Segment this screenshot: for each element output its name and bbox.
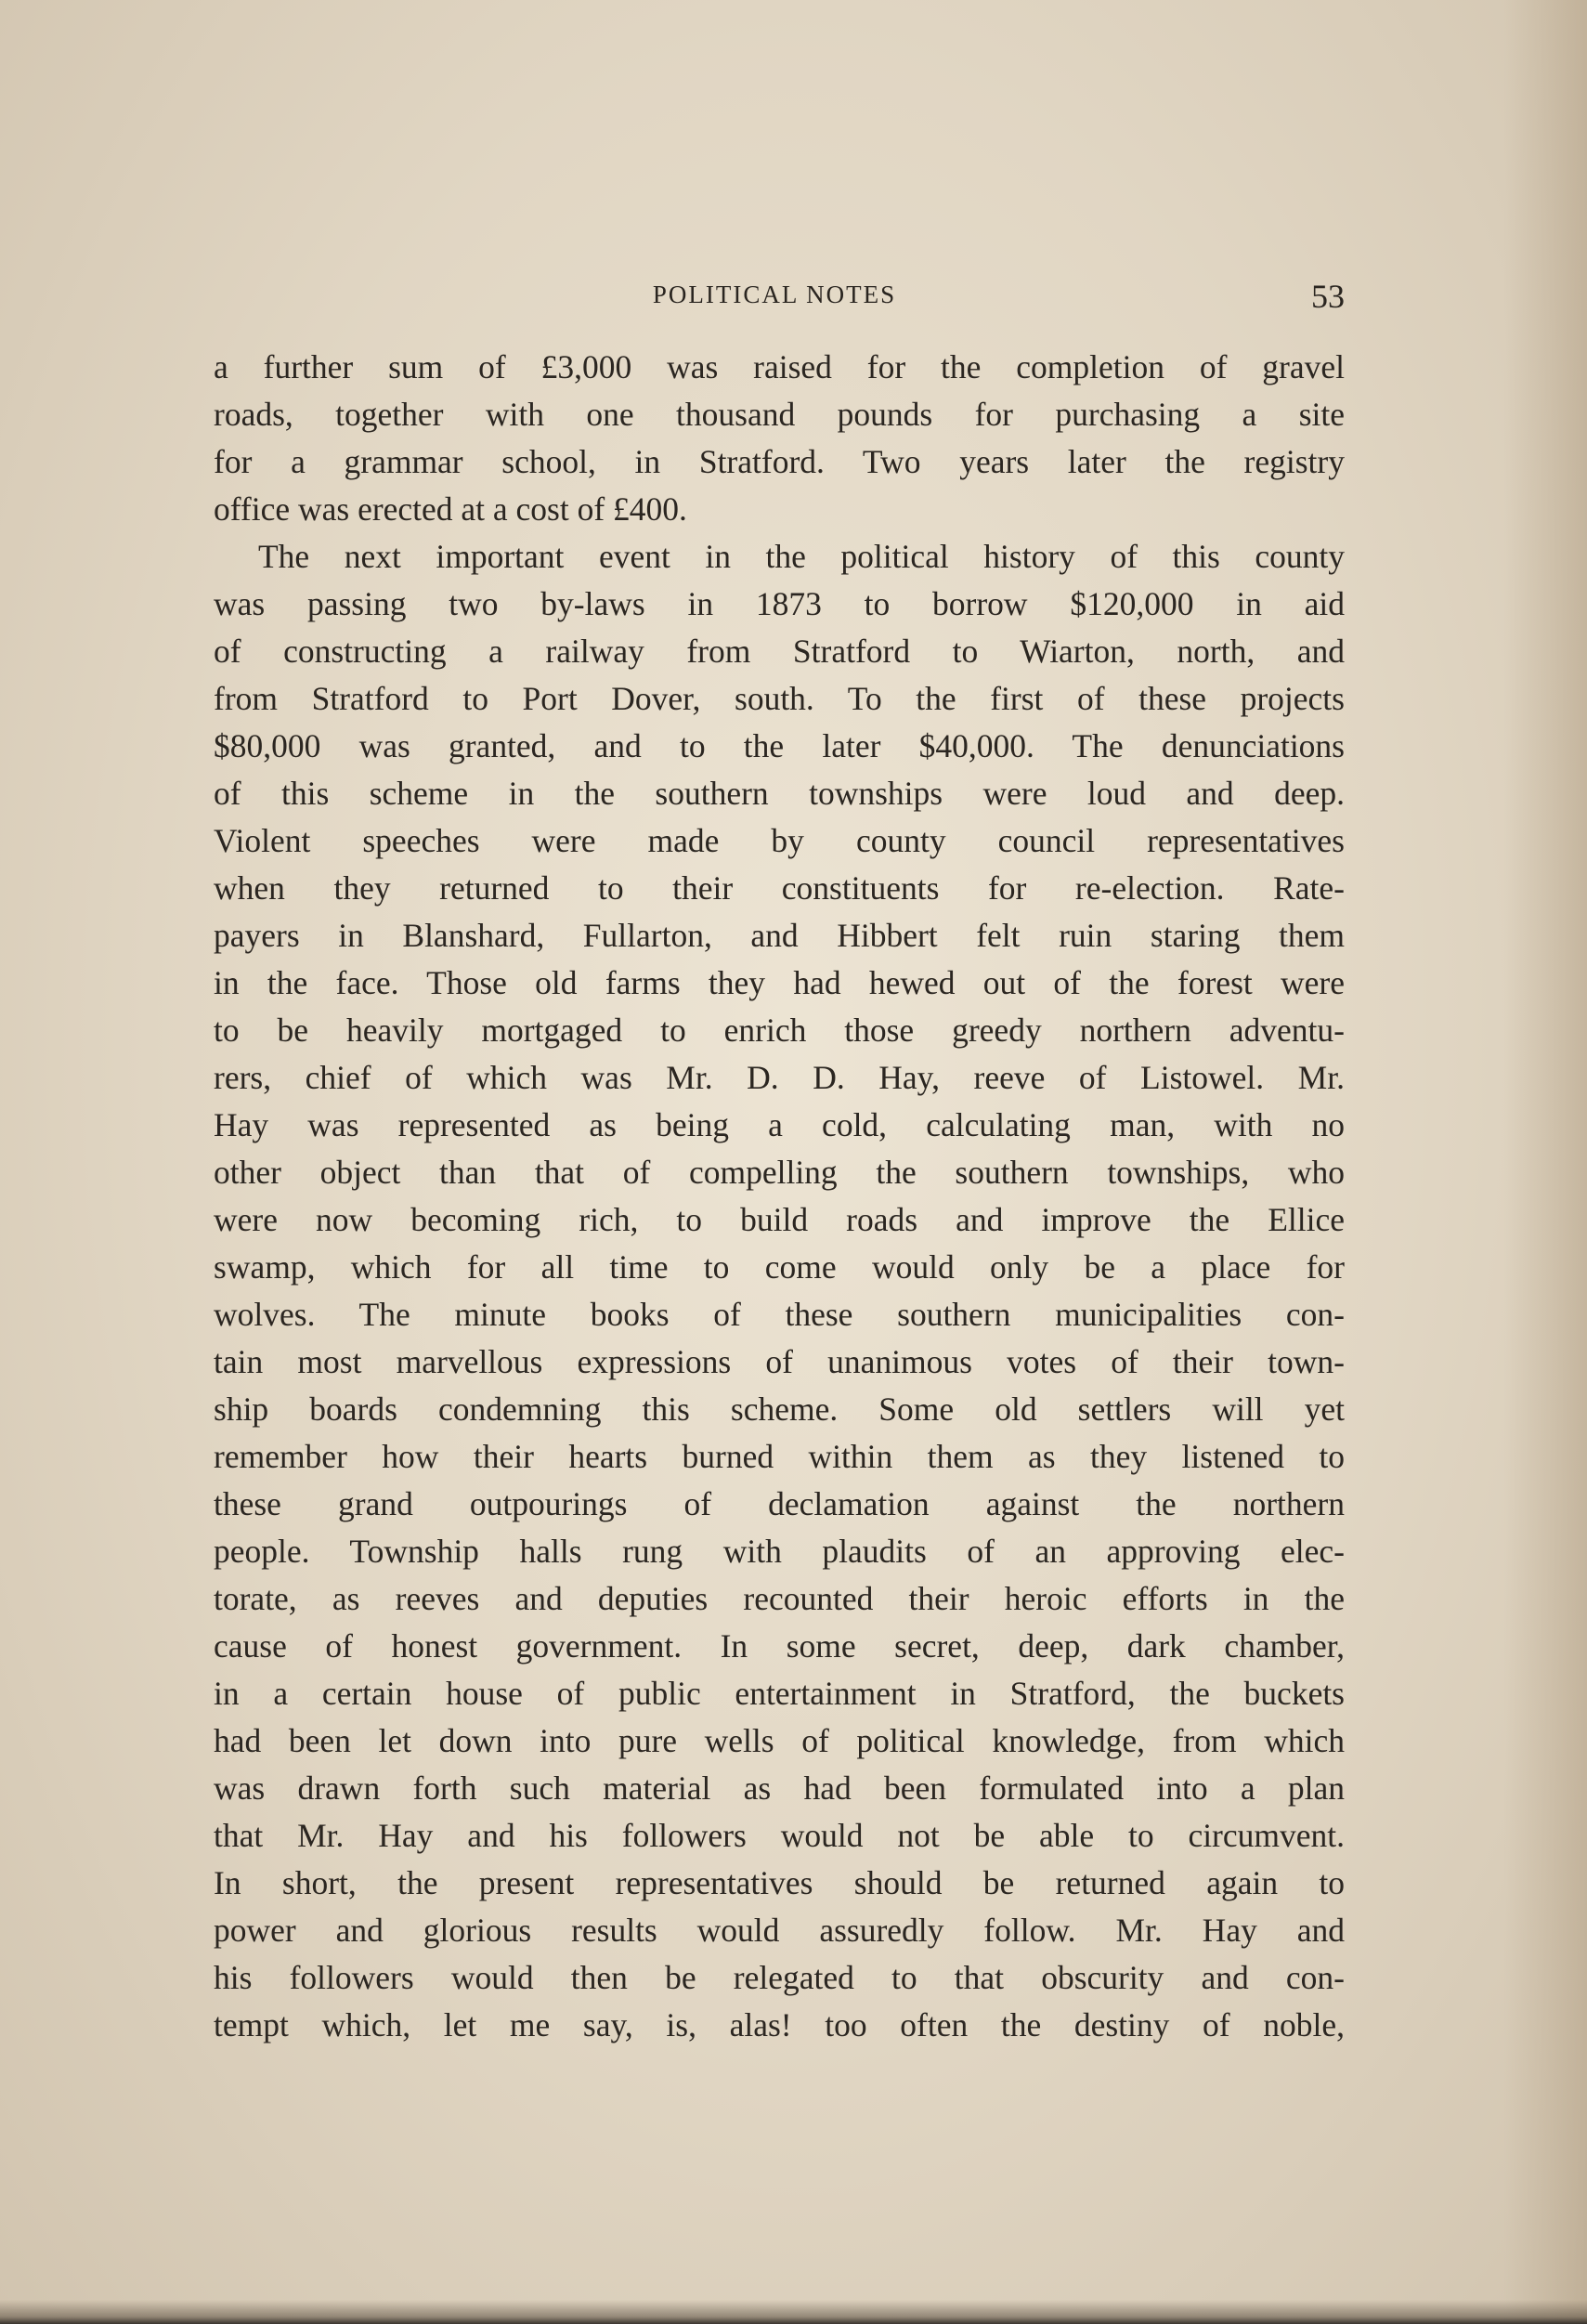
text-line: was drawn forth such material as had been formulated into a plan	[214, 1769, 1345, 1807]
running-head	[204, 277, 1345, 318]
page-number: 53	[1311, 278, 1345, 315]
text-line: was passing two by-laws in 1873 to borrow $120,000 in aid	[214, 585, 1345, 622]
text-line: other object than that of compelling the southern townships, who	[214, 1154, 1345, 1191]
text-line: people. Township halls rung with plaudits of an approving elec-	[214, 1533, 1345, 1570]
text-line: In short, the present representatives should be returned again to	[214, 1864, 1345, 1901]
text-line: that Mr. Hay and his followers would not be able to circumvent.	[214, 1817, 1345, 1854]
text-line: a further sum of £3,000 was raised for the completion of gravel	[214, 348, 1345, 385]
text-line: cause of honest government. In some secret, deep, dark chamber,	[214, 1627, 1345, 1665]
text-line: remember how their hearts burned within them as they listened to	[214, 1438, 1345, 1475]
text-line: tain most marvellous expressions of unanimous votes of their town-	[214, 1343, 1345, 1380]
text-line: Violent speeches were made by county council representatives	[214, 822, 1345, 859]
text-line: of constructing a railway from Stratford to Wiarton, north, and	[214, 633, 1345, 670]
text-line: power and glorious results would assuredly follow. Mr. Hay and	[214, 1912, 1345, 1949]
text-line: to be heavily mortgaged to enrich those greedy northern adventu-	[214, 1012, 1345, 1049]
text-line: roads, together with one thousand pounds for purchasing a site	[214, 396, 1345, 433]
text-line: $80,000 was granted, and to the later $40,000. The denunciations	[214, 727, 1345, 764]
text-line: had been let down into pure wells of political knowledge, from which	[214, 1722, 1345, 1759]
body-text	[214, 344, 1345, 2049]
text-line: from Stratford to Port Dover, south. To the first of these projects	[214, 680, 1345, 717]
text-line: in the face. Those old farms they had hewed out of the forest were	[214, 964, 1345, 1001]
page-bottom-shadow	[0, 2300, 1587, 2324]
text-line: for a grammar school, in Stratford. Two years later the registry	[214, 443, 1345, 480]
text-line: rers, chief of which was Mr. D. D. Hay, reeve of Listowel. Mr.	[214, 1059, 1345, 1096]
text-line: Hay was represented as being a cold, calculating man, with no	[214, 1106, 1345, 1143]
text-line: The next important event in the political history of this county	[258, 538, 1345, 575]
text-line: were now becoming rich, to build roads and improve the Ellice	[214, 1201, 1345, 1238]
text-line: torate, as reeves and deputies recounted their heroic efforts in the	[214, 1580, 1345, 1617]
text-line: his followers would then be relegated to that obscurity and con-	[214, 1959, 1345, 1996]
text-line: of this scheme in the southern townships were loud and deep.	[214, 775, 1345, 812]
text-line: these grand outpourings of declamation against the northern	[214, 1485, 1345, 1522]
text-line: tempt which, let me say, is, alas! too often the destiny of noble,	[214, 2006, 1345, 2043]
running-title: POLITICAL NOTES	[652, 281, 897, 308]
text-line: wolves. The minute books of these southern municipalities con-	[214, 1296, 1345, 1333]
text-line: ship boards condemning this scheme. Some old settlers will yet	[214, 1390, 1345, 1428]
text-line: payers in Blanshard, Fullarton, and Hibbert felt ruin staring them	[214, 917, 1345, 954]
page-edge-shadow	[1503, 0, 1587, 2324]
text-line: when they returned to their constituents for re-election. Rate-	[214, 869, 1345, 907]
text-line: swamp, which for all time to come would only be a place for	[214, 1248, 1345, 1286]
text-line: office was erected at a cost of £400.	[214, 490, 687, 528]
text-line: in a certain house of public entertainment in Stratford, the buckets	[214, 1675, 1345, 1712]
